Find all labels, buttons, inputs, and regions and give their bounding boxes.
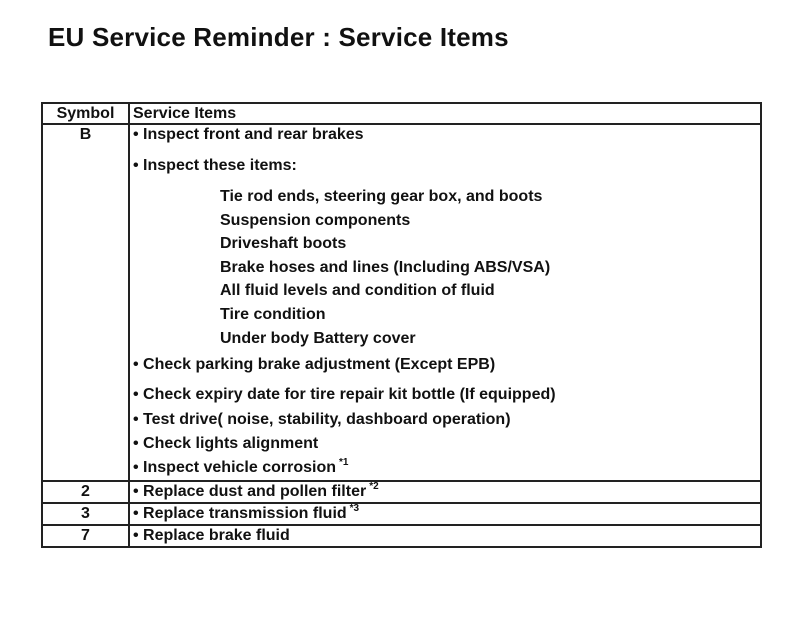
service-item: [133, 504, 760, 524]
sub-item: Suspension components: [220, 211, 411, 229]
footnote-marker: *2: [369, 481, 379, 493]
service-items-cell: [129, 124, 761, 481]
sub-item: Brake hoses and lines (Including ABS/VSA): [220, 258, 551, 276]
footnote-marker: *3: [349, 503, 360, 515]
service-items-cell: [129, 481, 761, 503]
service-item: [133, 458, 760, 478]
service-item: • Inspect front and rear brakes: [133, 126, 364, 143]
inspection-sublist: [133, 185, 760, 350]
table-row: [42, 503, 761, 525]
table-header-row: [42, 103, 761, 124]
service-items-cell: [129, 525, 761, 547]
service-item: [133, 482, 760, 502]
service-item-text: • Inspect vehicle corrosion: [133, 459, 336, 477]
service-item: • Check lights alignment: [133, 435, 319, 453]
sub-item: Tire condition: [220, 305, 326, 323]
service-item: • Test drive( noise, stability, dashboard operation): [133, 411, 511, 429]
table-row: [42, 481, 761, 503]
table-row: [42, 525, 761, 547]
service-item: • Replace brake fluid: [133, 527, 290, 545]
service-item-text: • Replace transmission fluid: [133, 505, 347, 523]
sub-item: All fluid levels and condition of fluid: [220, 282, 495, 300]
footnote-marker: *1: [339, 457, 349, 469]
service-item: • Inspect these items:: [133, 157, 297, 174]
symbol-column-header: Symbol: [42, 103, 129, 124]
service-item-text: • Replace dust and pollen filter: [133, 483, 367, 501]
symbol-cell: 2: [42, 481, 129, 503]
service-item: • Check parking brake adjustment (Except EPB): [133, 356, 496, 374]
symbol-cell: B: [42, 124, 129, 481]
symbol-cell: 7: [42, 525, 129, 547]
service-items-cell: [129, 503, 761, 525]
service-item: • Check expiry date for tire repair kit bottle (If equipped): [133, 386, 556, 404]
service-items-column-header: Service Items: [129, 103, 761, 124]
service-items-table: [41, 102, 762, 548]
sub-item: Driveshaft boots: [220, 235, 347, 253]
sub-item: Under body Battery cover: [220, 329, 416, 347]
table-row: [42, 124, 761, 481]
symbol-cell: 3: [42, 503, 129, 525]
sub-item: Tie rod ends, steering gear box, and boots: [220, 188, 543, 205]
page-title: EU Service Reminder : Service Items: [48, 22, 509, 52]
